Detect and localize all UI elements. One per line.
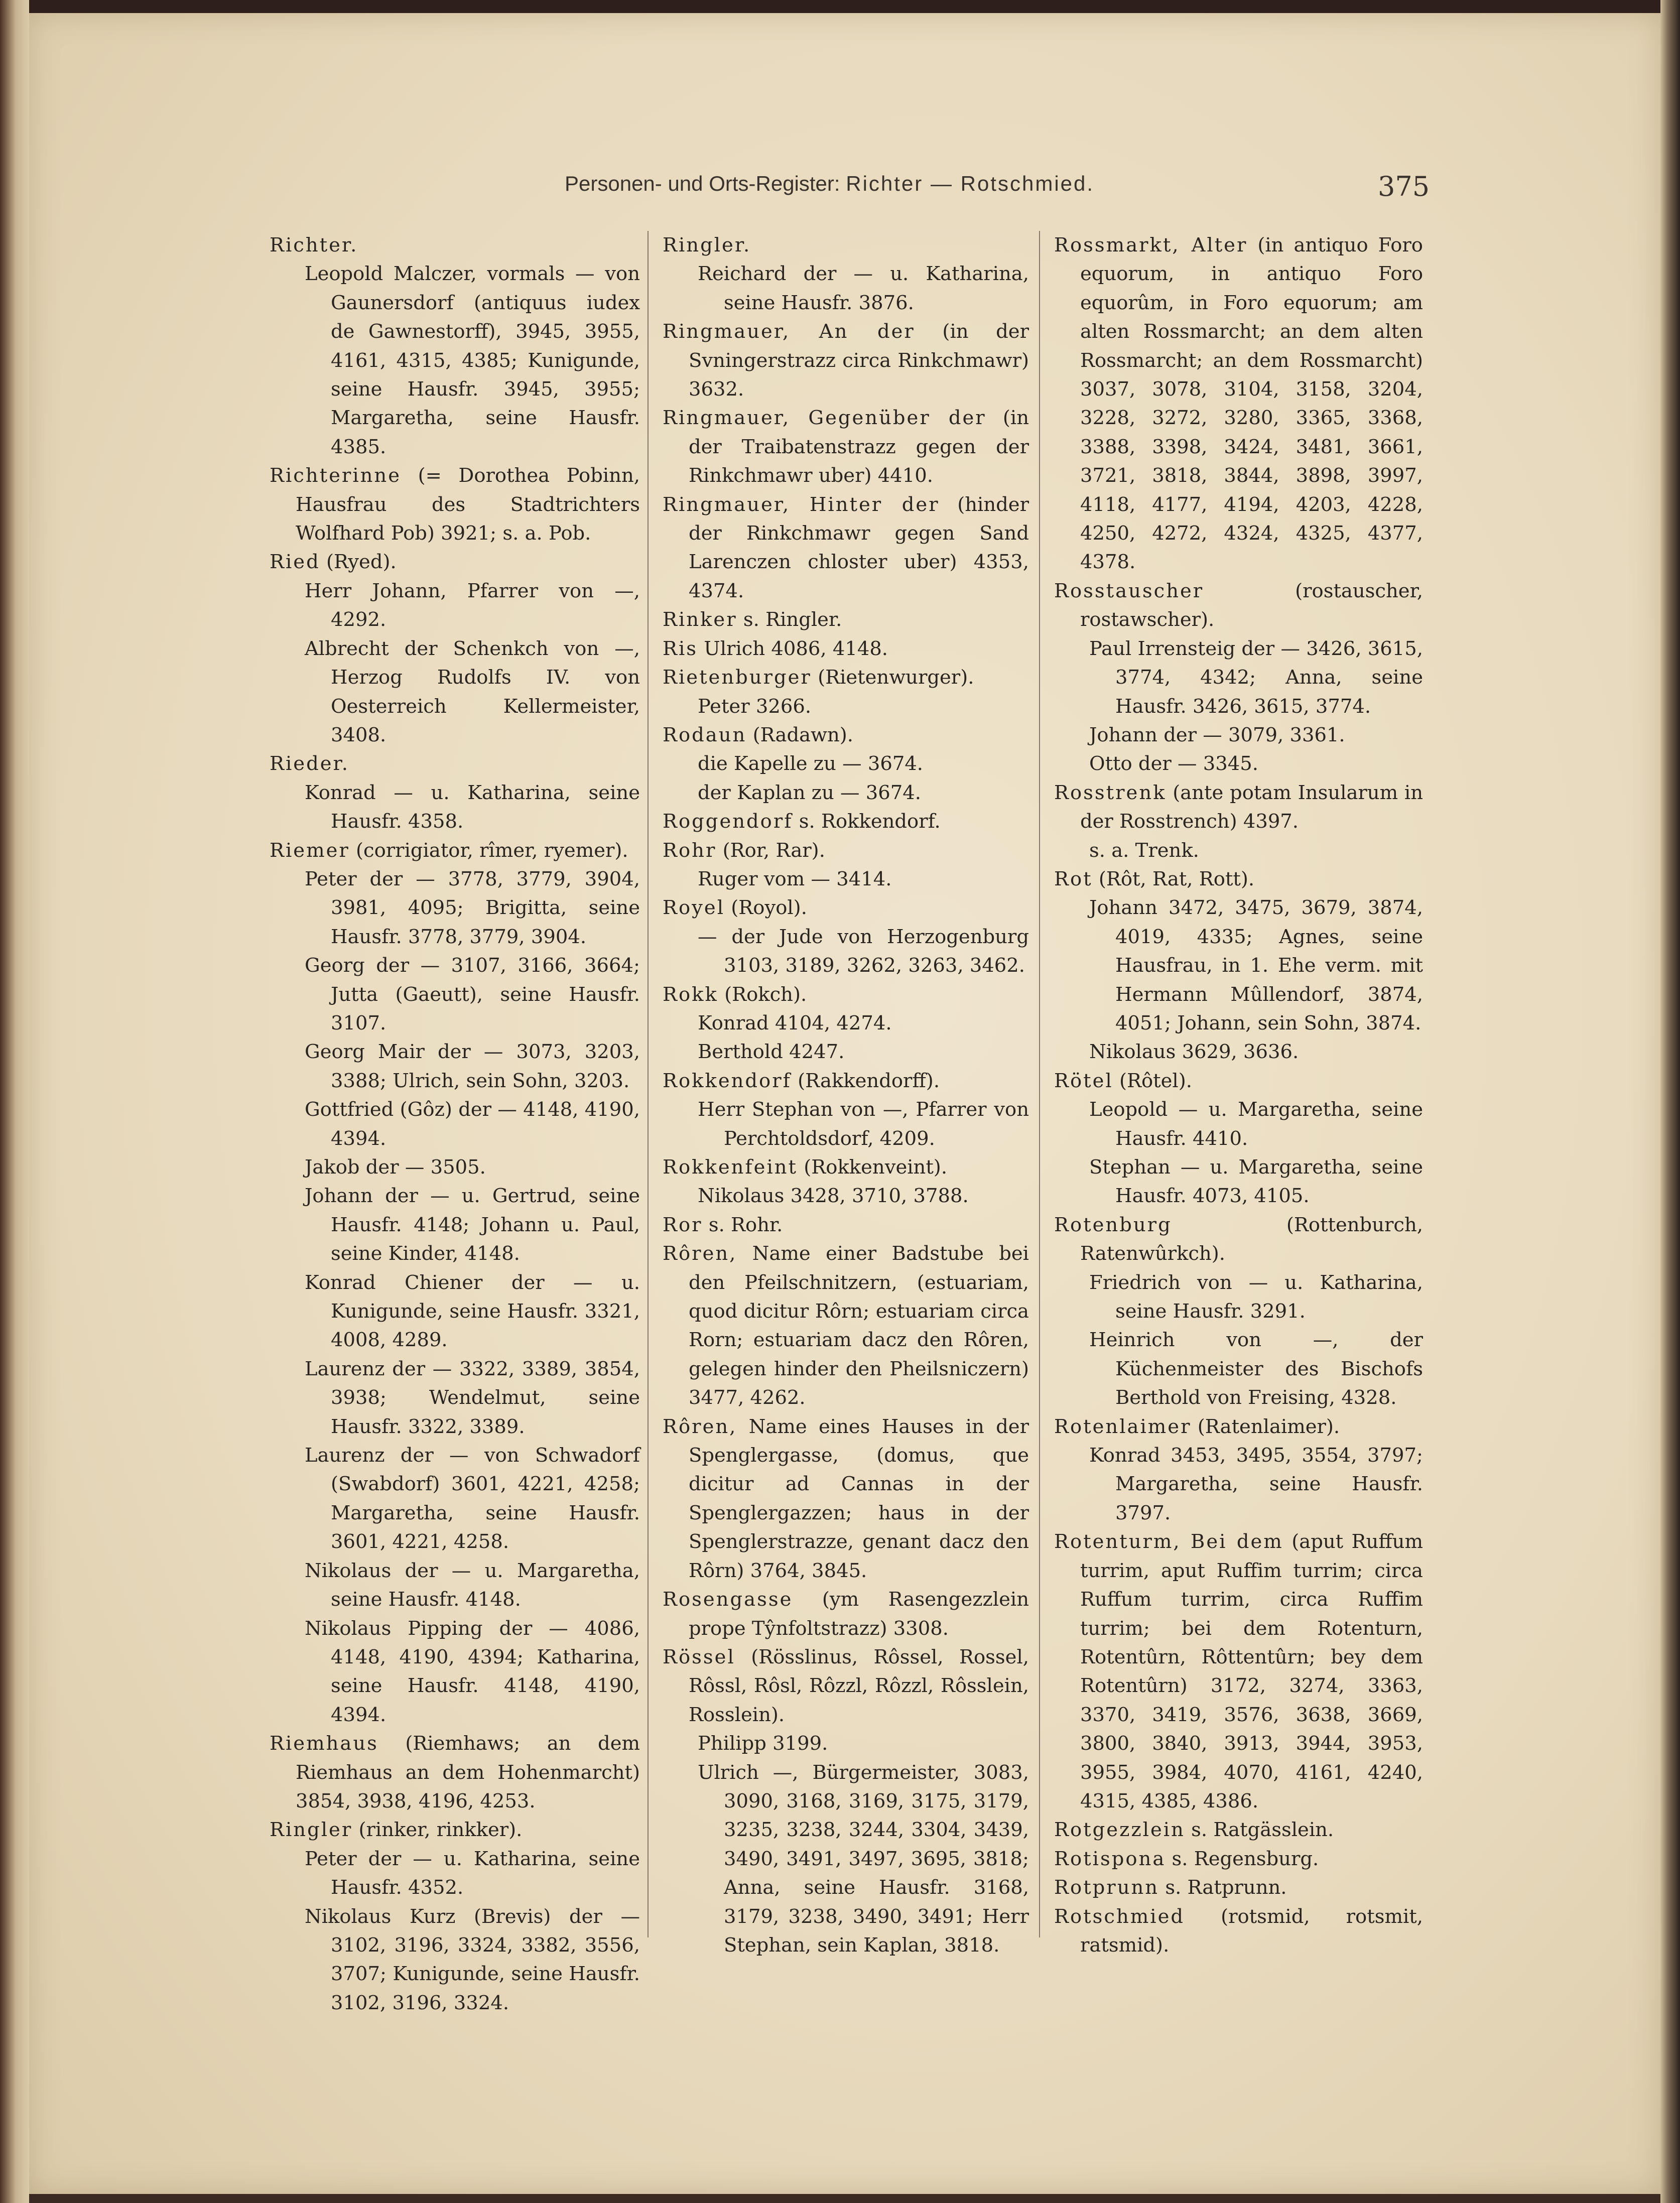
entry-text: Leopold — u. Margaretha, seine Hausfr. 4410. xyxy=(1089,1098,1423,1150)
register-column-1 xyxy=(270,231,640,2017)
entry-text: (hinder der Rinkchmawr gegen Sand Larenczen chloster uber) 4353, 4374. xyxy=(689,493,1029,602)
register-entry xyxy=(1054,865,1423,893)
entry-headword: Ringler xyxy=(270,1819,353,1842)
entry-text: Konrad 4104, 4274. xyxy=(698,1011,892,1034)
register-entry xyxy=(1054,1902,1423,1960)
entry-text: Ulrich —, Bürgermeister, 3083, 3090, 3168, 3169, 3175, 3179, 3235, 3238, 3244, 3304, 3439, 3490, 3491, 3497, 3695, 3818; Anna, seine Hausfr. 3168, 3179, 3238, 3490, 3491; Herr Stephan, sein Kaplan, 3818. xyxy=(698,1761,1029,1957)
register-entry xyxy=(663,605,1029,634)
register-entry xyxy=(270,461,640,548)
register-entry xyxy=(270,548,640,576)
register-subentry xyxy=(663,865,1029,893)
register-subentry xyxy=(1054,836,1423,865)
entry-headword: Rotenlaimer xyxy=(1054,1415,1192,1438)
register-subentry xyxy=(663,1095,1029,1153)
entry-headword: Rotispona xyxy=(1054,1847,1166,1870)
register-subentry xyxy=(270,1153,640,1182)
register-subentry xyxy=(1054,749,1423,778)
entry-headword: Rohr xyxy=(663,839,717,862)
register-subentry xyxy=(270,1182,640,1268)
register-subentry xyxy=(270,1902,640,2018)
register-subentry xyxy=(1054,1268,1423,1326)
entry-headword: Rietenburger xyxy=(663,666,812,689)
register-entry xyxy=(1054,1816,1423,1844)
entry-headword: Ringmauer, Gegenüber der xyxy=(663,407,986,430)
register-subentry xyxy=(663,1009,1029,1038)
register-subentry xyxy=(663,923,1029,980)
entry-headword: Ringmauer, An der xyxy=(663,320,915,343)
entry-headword: Ringler. xyxy=(663,234,751,256)
entry-text: Laurenz der — von Schwadorf (Swabdorf) 3601, 4221, 4258; Margaretha, seine Hausfr. 3601, 4221, 4258. xyxy=(305,1444,640,1553)
register-entry xyxy=(663,980,1029,1009)
entry-text: s. Ringler. xyxy=(737,608,842,631)
entry-text: s. Ratgässlein. xyxy=(1185,1819,1334,1842)
entry-text: Reichard der — u. Katharina, seine Hausfr. 3876. xyxy=(698,263,1029,314)
register-subentry xyxy=(663,1758,1029,1960)
register-entry xyxy=(663,1239,1029,1412)
entry-text: (corrigiator, rîmer, ryemer). xyxy=(349,839,628,862)
register-subentry xyxy=(1054,1038,1423,1066)
entry-headword: Rosengasse xyxy=(663,1588,793,1611)
register-entry xyxy=(1054,231,1423,577)
entry-text: Name eines Hauses in der Spenglergasse, (domus, que dicitur ad Cannas in der Spenglergazzen; haus in der Spenglerstrazze, genant dacz den Rôrn) 3764, 3845. xyxy=(689,1415,1029,1582)
entry-text: Nikolaus Kurz (Brevis) der — 3102, 3196, 3324, 3382, 3556, 3707; Kunigunde, seine Hausfr. 3102, 3196, 3324. xyxy=(305,1905,640,2014)
entry-text: Paul Irrensteig der — 3426, 3615, 3774, 4342; Anna, seine Hausfr. 3426, 3615, 3774. xyxy=(1089,637,1423,718)
register-entry xyxy=(1054,1873,1423,1902)
entry-text: (aput Ruffum turrim, aput Ruffim turrim; circa Ruffum turrim, circa Ruffim turrim; bei dem Rotenturn, Rotentûrn, Rôttentûrn; bey dem Rotentûrn) 3172, 3274, 3363, 3370, 3419, 3576, 3638, 3669, 3800, 3840, 3913, 3944, 3953, 3955, 3984, 4070, 4161, 4240, 4315, 4385, 4386. xyxy=(1080,1530,1423,1812)
entry-text: (in der Traibatenstrazz gegen der Rinkchmawr uber) 4410. xyxy=(689,407,1029,487)
entry-headword: Richterinne xyxy=(270,464,402,487)
entry-text: Johann der — 3079, 3361. xyxy=(1089,723,1345,746)
register-subentry xyxy=(1054,1095,1423,1153)
register-subentry xyxy=(1054,1326,1423,1412)
register-entry xyxy=(663,836,1029,865)
entry-text: Philipp 3199. xyxy=(698,1732,828,1755)
entry-headword: Rokkenfeint xyxy=(663,1156,798,1179)
register-subentry xyxy=(270,1614,640,1730)
entry-text: die Kapelle zu — 3674. xyxy=(698,752,924,775)
entry-text: s. Regensburg. xyxy=(1166,1847,1319,1870)
entry-text: (Rakkendorff). xyxy=(791,1069,940,1092)
register-entry xyxy=(1054,779,1423,836)
top-edge xyxy=(0,0,1680,13)
entry-headword: Roggendorf xyxy=(663,810,793,833)
register-entry xyxy=(1054,577,1423,634)
register-subentry xyxy=(270,1095,640,1153)
entry-text: Nikolaus 3428, 3710, 3788. xyxy=(698,1185,969,1208)
entry-text: Leopold Malczer, vormals — von Gaunersdorf (antiquus iudex de Gawnestorff), 3945, 3955, 4161, 4315, 4385; Kunigunde, seine Hausfr. 3945, 3955; Margaretha, seine Hausfr. 4385. xyxy=(305,263,640,458)
entry-headword: Richter. xyxy=(270,234,358,256)
entry-text: (Rietenwurger). xyxy=(811,666,974,689)
register-subentry xyxy=(270,634,640,750)
register-subentry xyxy=(270,1355,640,1441)
register-entry xyxy=(663,721,1029,749)
entry-text: (rinker, rinkker). xyxy=(352,1819,523,1842)
register-subentry xyxy=(1054,634,1423,721)
register-entry xyxy=(663,1643,1029,1729)
register-entry xyxy=(663,404,1029,490)
entry-headword: Rôren, xyxy=(663,1242,737,1265)
entry-headword: Rotschmied xyxy=(1054,1905,1185,1928)
entry-text: Heinrich von —, der Küchenmeister des Bischofs Berthold von Freising, 4328. xyxy=(1089,1329,1423,1409)
entry-text: (Ratenlaimer). xyxy=(1191,1415,1340,1438)
register-subentry xyxy=(270,1557,640,1614)
entry-text: Jakob der — 3505. xyxy=(305,1156,486,1179)
register-subentry xyxy=(270,951,640,1038)
register-subentry xyxy=(270,1268,640,1355)
entry-text: (rostauscher, rostawscher). xyxy=(1080,579,1423,631)
entry-text: (ante potam Insularum in der Rosstrench) 4397. xyxy=(1080,781,1423,833)
entry-text: Johann 3472, 3475, 3679, 3874, 4019, 4335; Agnes, seine Hausfrau, in 1. Ehe verm. mit Hermann Mûllendorf, 3874, 4051; Johann, sein Sohn, 3874. xyxy=(1089,896,1423,1034)
entry-headword: Rotgezzlein xyxy=(1054,1819,1185,1842)
entry-headword: Rodaun xyxy=(663,723,747,746)
entry-headword: Rosstauscher xyxy=(1054,579,1204,602)
entry-headword: Ris xyxy=(663,637,698,660)
register-entry xyxy=(663,807,1029,836)
register-entry xyxy=(270,749,640,778)
entry-headword: Riemer xyxy=(270,839,350,862)
entry-headword: Rokkendorf xyxy=(663,1069,792,1092)
register-entry xyxy=(1054,1211,1423,1268)
entry-text: (= Dorothea Pobinn, Hausfrau des Stadtrichters Wolfhard Pob) 3921; s. a. Pob. xyxy=(296,464,640,545)
entry-text: Otto der — 3345. xyxy=(1089,752,1258,775)
entry-headword: Royel xyxy=(663,896,725,920)
register-entry xyxy=(270,231,640,260)
entry-text: Stephan — u. Margaretha, seine Hausfr. 4073, 4105. xyxy=(1089,1156,1423,1208)
column-rule xyxy=(648,231,649,1937)
entry-text: Ruger vom — 3414. xyxy=(698,867,892,890)
entry-headword: Rokk xyxy=(663,983,718,1006)
entry-text: s. a. Trenk. xyxy=(1089,839,1199,862)
entry-text: s. Rokkendorf. xyxy=(793,810,941,833)
register-entry xyxy=(663,1585,1029,1643)
entry-text: (Riemhaws; an dem Riemhaus an dem Hohenmarcht) 3854, 3938, 4196, 4253. xyxy=(296,1732,640,1812)
entry-text: Nikolaus Pipping der — 4086, 4148, 4190, 4394; Katharina, seine Hausfr. 4148, 4190, 4394. xyxy=(305,1617,640,1726)
register-entry xyxy=(270,1816,640,1844)
register-entry xyxy=(663,1067,1029,1095)
entry-headword: Ror xyxy=(663,1213,703,1236)
register-column-2 xyxy=(663,231,1029,1960)
entry-headword: Riemhaus xyxy=(270,1732,378,1755)
entry-headword: Rinker xyxy=(663,608,737,631)
entry-text: (in antiquo Foro equorum, in antiquo Foro equorûm, in Foro equorum; am alten Rossmarcht; an dem alten Rossmarcht; an dem Rossmarcht) 3037, 3078, 3104, 3158, 3204, 3228, 3272, 3280, 3365, 3368, 3388, 3398, 3424, 3481, 3661, 3721, 3818, 3844, 3898, 3997, 4118, 4177, 4194, 4203, 4228, 4250, 4272, 4324, 4325, 4377, 4378. xyxy=(1080,234,1423,574)
entry-text: der Kaplan zu — 3674. xyxy=(698,781,922,804)
entry-text: (Rösslinus, Rôssel, Rossel, Rôssl, Rôsl, Rôzzl, Rôzzl, Rôsslein, Rosslein). xyxy=(689,1645,1029,1726)
register-subentry xyxy=(663,1038,1029,1066)
register-subentry xyxy=(270,260,640,461)
register-entry xyxy=(1054,1412,1423,1441)
register-subentry xyxy=(663,260,1029,317)
entry-text: Laurenz der — 3322, 3389, 3854, 3938; Wendelmut, seine Hausfr. 3322, 3389. xyxy=(305,1357,640,1438)
entry-headword: Rieder. xyxy=(270,752,349,775)
register-entry xyxy=(1054,1067,1423,1095)
entry-text: (rotsmid, rotsmit, ratsmid). xyxy=(1080,1905,1423,1957)
register-subentry xyxy=(663,1729,1029,1758)
book-gutter xyxy=(0,0,29,2203)
entry-text: (Rokkenveint). xyxy=(798,1156,948,1179)
register-subentry xyxy=(663,779,1029,807)
register-subentry xyxy=(1054,1153,1423,1211)
entry-text: (Rôtel). xyxy=(1113,1069,1193,1092)
register-subentry xyxy=(270,1038,640,1095)
entry-headword: Ringmauer, Hinter der xyxy=(663,493,940,516)
entry-headword: Rôren, xyxy=(663,1415,737,1438)
entry-headword: Rosstrenk xyxy=(1054,781,1167,804)
entry-text: (Radawn). xyxy=(746,723,854,746)
entry-text: Herr Johann, Pfarrer von —, 4292. xyxy=(305,579,640,631)
page-edge xyxy=(1660,0,1680,2203)
register-entry xyxy=(663,634,1029,663)
register-entry xyxy=(663,663,1029,692)
entry-headword: Ried xyxy=(270,551,320,574)
entry-text: (Rottenburch, Ratenwûrkch). xyxy=(1080,1213,1423,1265)
register-subentry xyxy=(1054,721,1423,749)
entry-text: (in der Svningerstrazz circa Rinkchmawr) 3632. xyxy=(689,320,1029,401)
entry-text: Georg Mair der — 3073, 3203, 3388; Ulrich, sein Sohn, 3203. xyxy=(305,1041,640,1092)
entry-text: Konrad 3453, 3495, 3554, 3797; Margaretha, seine Hausfr. 3797. xyxy=(1089,1444,1423,1524)
register-subentry xyxy=(270,1441,640,1557)
entry-headword: Rotenturm, Bei dem xyxy=(1054,1530,1283,1553)
entry-text: Nikolaus 3629, 3636. xyxy=(1089,1041,1299,1064)
entry-text: Konrad Chiener der — u. Kunigunde, seine Hausfr. 3321, 4008, 4289. xyxy=(305,1271,640,1352)
entry-text: s. Rohr. xyxy=(702,1213,783,1236)
entry-text: (Royol). xyxy=(725,896,807,920)
entry-text: (Ryed). xyxy=(320,551,397,574)
column-rule xyxy=(1039,231,1040,1937)
entry-headword: Rossmarkt, Alter xyxy=(1054,234,1248,256)
entry-text: Peter der — 3778, 3779, 3904, 3981, 4095; Brigitta, seine Hausfr. 3778, 3779, 3904. xyxy=(305,867,640,948)
header-range: Richter — Rotschmied. xyxy=(846,172,1095,195)
page-number: 375 xyxy=(1378,171,1430,202)
entry-headword: Rötel xyxy=(1054,1069,1113,1092)
entry-text: Name einer Badstube bei den Pfeilschnitzern, (estuariam, quod dicitur Rôrn; estuariam circa Rorn; estuariam dacz den Rôren, gelegen hinder den Pheilsniczern) 3477, 4262. xyxy=(689,1242,1029,1409)
entry-text: Peter der — u. Katharina, seine Hausfr. 4352. xyxy=(305,1847,640,1899)
entry-text: Johann der — u. Gertrud, seine Hausfr. 4148; Johann u. Paul, seine Kinder, 4148. xyxy=(305,1185,640,1265)
register-entry xyxy=(1054,1527,1423,1816)
register-subentry xyxy=(663,749,1029,778)
entry-text: Friedrich von — u. Katharina, seine Hausfr. 3291. xyxy=(1089,1271,1423,1323)
entry-text: Herr Stephan von —, Pfarrer von Perchtoldsdorf, 4209. xyxy=(698,1098,1029,1150)
entry-text: Ulrich 4086, 4148. xyxy=(698,637,888,660)
register-subentry xyxy=(270,865,640,951)
register-subentry xyxy=(663,692,1029,721)
entry-text: Berthold 4247. xyxy=(698,1041,845,1064)
entry-text: Albrecht der Schenkch von —, Herzog Rudolfs IV. von Oesterreich Kellermeister, 3408. xyxy=(305,637,640,746)
register-entry xyxy=(663,1211,1029,1239)
entry-text: (ym Rasengezzlein prope Tŷnfoltstrazz) 3308. xyxy=(689,1588,1029,1640)
register-subentry xyxy=(270,577,640,634)
register-subentry xyxy=(270,779,640,836)
entry-text: s. Ratprunn. xyxy=(1159,1876,1287,1899)
entry-headword: Rot xyxy=(1054,867,1093,890)
register-entry xyxy=(663,231,1029,260)
entry-headword: Rössel xyxy=(663,1645,735,1668)
entry-text: Konrad — u. Katharina, seine Hausfr. 4358. xyxy=(305,781,640,833)
entry-text: (Rokch). xyxy=(718,983,807,1006)
register-entry xyxy=(1054,1845,1423,1873)
entry-headword: Rotprunn xyxy=(1054,1876,1159,1899)
register-entry xyxy=(663,1153,1029,1182)
register-subentry xyxy=(1054,893,1423,1038)
entry-text: Peter 3266. xyxy=(698,695,812,718)
register-subentry xyxy=(1054,1441,1423,1527)
register-entry xyxy=(663,490,1029,606)
entry-text: Nikolaus der — u. Margaretha, seine Hausfr. 4148. xyxy=(305,1559,640,1611)
register-subentry xyxy=(663,1182,1029,1210)
running-header xyxy=(565,172,1433,196)
register-entry xyxy=(270,1729,640,1816)
entry-text: Gottfried (Gôz) der — 4148, 4190, 4394. xyxy=(305,1098,640,1150)
entry-text: (Rôt, Rat, Rott). xyxy=(1092,867,1255,890)
header-prefix: Personen- und Orts-Register: xyxy=(565,172,840,195)
entry-text: — der Jude von Herzogenburg 3103, 3189, 3262, 3263, 3462. xyxy=(698,925,1029,977)
register-entry xyxy=(270,836,640,865)
register-subentry xyxy=(270,1845,640,1902)
register-entry xyxy=(663,317,1029,404)
register-entry xyxy=(663,893,1029,922)
entry-text: (Ror, Rar). xyxy=(716,839,825,862)
entry-text: Georg der — 3107, 3166, 3664; Jutta (Gaeutt), seine Hausfr. 3107. xyxy=(305,954,640,1034)
register-column-3 xyxy=(1054,231,1423,1960)
entry-headword: Rotenburg xyxy=(1054,1213,1172,1236)
register-entry xyxy=(663,1412,1029,1585)
